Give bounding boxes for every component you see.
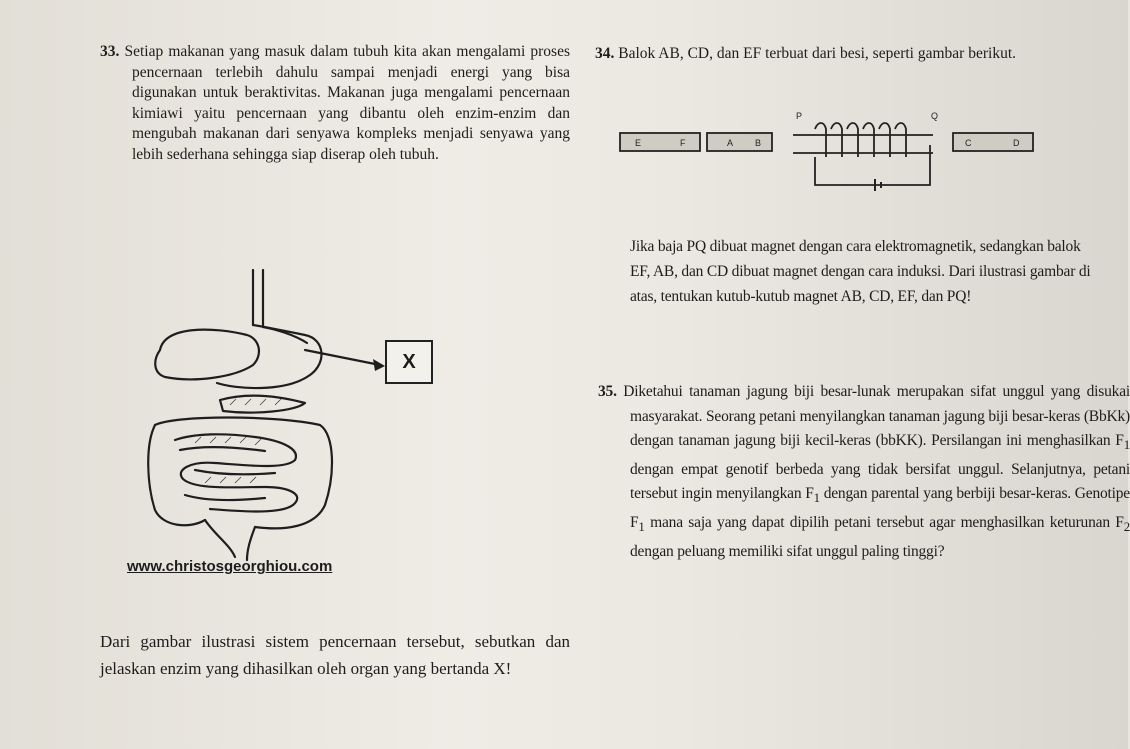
label-a: A: [727, 138, 734, 148]
subscript-2: 2: [1123, 519, 1130, 535]
question-34-number: 34.: [595, 45, 615, 62]
question-35-text-b: dengan empat genotif berbeda yang tidak bersifat unggul. Selanjutnya, petani tersebut ingin menyilangkan F: [630, 460, 1130, 503]
label-x: X: [402, 350, 416, 373]
bar-ab: [707, 133, 772, 151]
label-d: D: [1013, 138, 1020, 148]
label-c: C: [965, 138, 972, 148]
subscript-1c: 1: [638, 519, 645, 535]
question-35-number: 35.: [598, 383, 617, 400]
label-x-box: [385, 340, 433, 384]
label-b: B: [755, 138, 762, 148]
question-33-number: 33.: [100, 43, 120, 60]
question-33-prompt: Dari gambar ilustrasi sistem pencernaan tersebut, sebutkan dan jelaskan enzim yang dihasilkan oleh organ yang bertanda X!: [100, 632, 570, 678]
question-35: [598, 380, 1130, 564]
question-35-text-d: mana saja yang dapat dipilih petani tersebut agar menghasilkan keturunan F: [644, 514, 1124, 532]
iron-bars-diagram: [615, 105, 1045, 200]
subscript-1a: 1: [1123, 437, 1130, 453]
image-source-link: www.christosgeorghiou.com: [127, 558, 333, 575]
label-e: E: [635, 138, 642, 148]
label-f: F: [680, 138, 686, 148]
question-34-intro-text: Balok AB, CD, dan EF terbuat dari besi, seperti gambar berikut.: [618, 45, 1016, 62]
label-p: P: [796, 111, 803, 121]
label-q: Q: [931, 111, 939, 121]
question-35-text-a: Diketahui tanaman jagung biji besar-lunak merupakan sifat unggul yang disukai masyarakat. Seorang petani menyilangkan tanaman jagung biji besar-keras (BbKk) dengan tanaman jagung biji kecil-keras (bbKK). Persilangan ini menghasilkan F: [623, 383, 1130, 450]
question-34-prompt: Jika baja PQ dibuat magnet dengan cara elektromagnetik, sedangkan balok EF, AB, dan CD dibuat magnet dengan cara induksi. Dari ilustrasi gambar di atas, tentukan kutub-kutub magnet AB, CD, EF, dan PQ!: [630, 238, 1091, 305]
question-35-text-e: dengan peluang memiliki sifat unggul paling tinggi?: [630, 542, 945, 560]
subscript-1b: 1: [813, 490, 820, 506]
question-35-text-c: dengan parental yang berbiji besar-keras. Genotipe F: [630, 485, 1130, 532]
digestive-system-illustration: [135, 265, 435, 565]
question-33-intro: [100, 42, 570, 165]
bar-ef: [620, 133, 700, 151]
question-34-intro: [595, 42, 1095, 65]
question-33-intro-text: Setiap makanan yang masuk dalam tubuh kita akan mengalami proses pencernaan terlebih dahulu sampai menjadi energi yang bisa digunakan untuk beraktivitas. Makanan juga mengalami pencernaan kimiawi yaitu pencernaan yang dibantu oleh enzim-enzim dan mengubah makanan dari senyawa kompleks menjadi senyawa yang lebih sederhana sehingga siap diserap oleh tubuh.: [124, 43, 571, 163]
